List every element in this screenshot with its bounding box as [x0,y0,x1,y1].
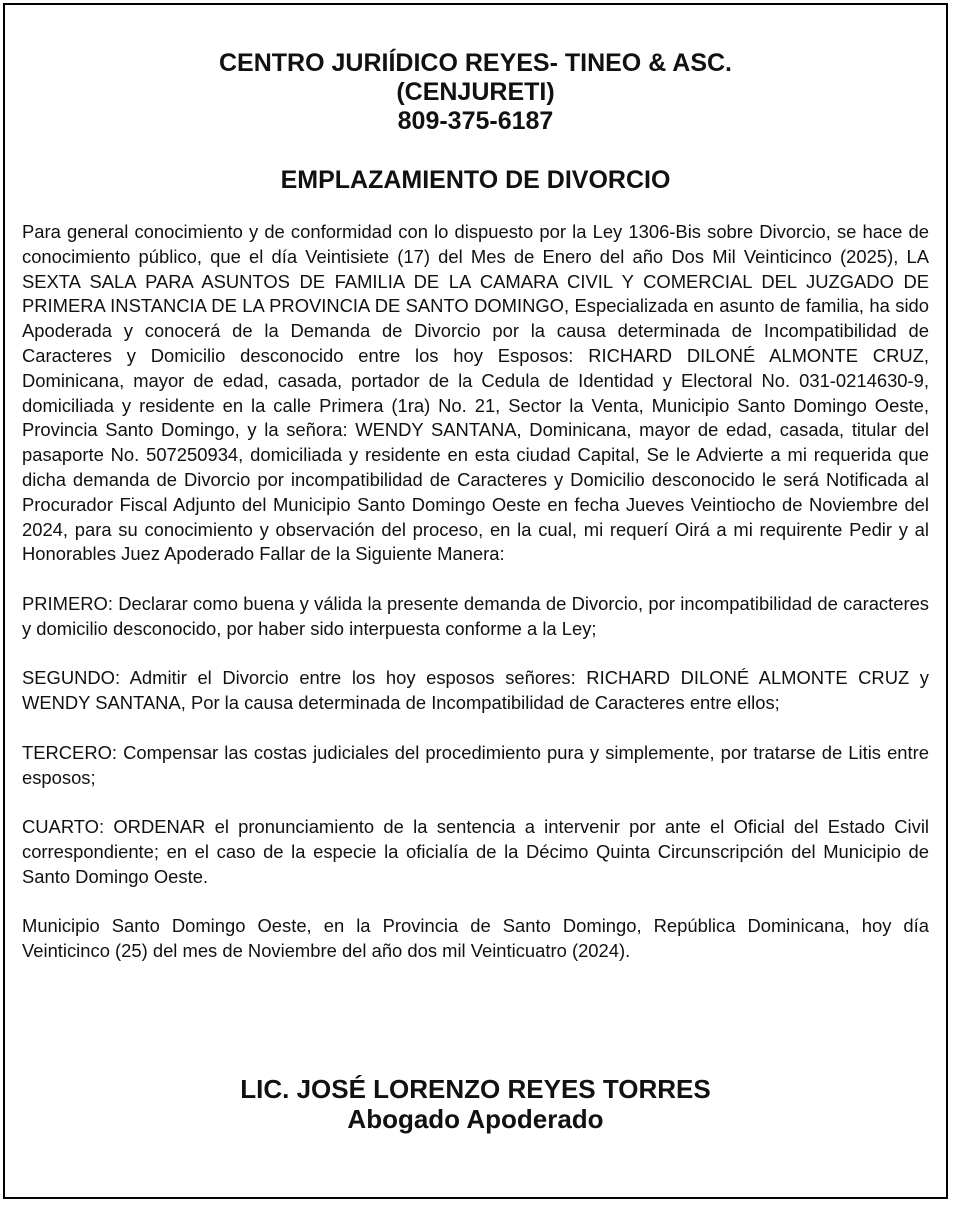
firm-phone: 809-375-6187 [397,107,554,135]
firm-name: CENTRO JURIÍDICO REYES- TINEO & ASC. [218,49,732,77]
notice-frame [3,3,948,1199]
cuarto-paragraph: CUARTO: ORDENAR el pronunciamiento de la sentencia a intervenir por ante el Oficial del Estado Civil correspondiente; en el caso de la especie la oficialía de la Décimo Quinta Circunscripción del Municipio de Santo Domingo Oeste. [22,816,929,887]
signatory-role: Abogado Apoderado [347,1104,604,1134]
segundo-paragraph: SEGUNDO: Admitir el Divorcio entre los hoy esposos señores: RICHARD DILONÉ ALMONTE CRUZ y WENDY SANTANA, Por la causa determinada de Incompatibilidad de Caracteres entre ellos; [22,667,929,714]
notice-title: EMPLAZAMIENTO DE DIVORCIO [280,166,671,194]
closing-paragraph: Municipio Santo Domingo Oeste, en la Provincia de Santo Domingo, República Dominicana, hoy día Veinticinco (25) del mes de Noviembre del año dos mil Veinticuatro (2024). [22,915,929,962]
intro-paragraph: Para general conocimiento y de conformidad con lo dispuesto por la Ley 1306-Bis sobre Divorcio, se hace de conocimiento público, que el día Veintisiete (17) del Mes de Enero del año Dos Mil Veinticinco (2025), LA SEXTA SALA PARA ASUNTOS DE FAMILIA DE LA CAMARA CIVIL Y COMERCIAL DEL JUZGADO DE PRIMERA INSTANCIA DE LA PROVINCIA DE SANTO DOMINGO, Especializada en asunto de familia, ha sido Apoderada y conocerá de la Demanda de Divorcio por la causa determinada de Incompatibilidad de Caracteres y Domicilio desconocido entre los hoy Esposos: RICHARD DILONÉ ALMONTE CRUZ, Dominicana, mayor de edad, casada, portador de la Cedula de Identidad y Electoral No. 031-0214630-9, domiciliada y residente en la calle Primera (1ra) No. 21, Sector la Venta, Municipio Santo Domingo Oeste, Provincia Santo Domingo, y la señora: WENDY SANTANA, Dominicana, mayor de edad, casada, titular del pasaporte No. 507250934, domiciliada y residente en esta ciudad Capital, Se le Advierte a mi requerida que dicha demanda de Divorcio por incompatibilidad de Caracteres y Domicilio desconocido le será Notificada al Procurador Fiscal Adjunto del Municipio Santo Domingo Oeste en fecha Jueves Veintiocho de Noviembre del 2024, para su conocimiento y observación del proceso, en la cual, mi requerí Oirá a mi requirente Pedir y al Honorables Juez Apoderado Fallar de la Siguiente Manera: [22,221,929,565]
signature-block [5,1074,946,1134]
firm-acronym: (CENJURETI) [396,78,555,106]
signatory-name: LIC. JOSÉ LORENZO REYES TORRES [240,1074,711,1104]
primero-paragraph: PRIMERO: Declarar como buena y válida la presente demanda de Divorcio, por incompatibilidad de caracteres y domicilio desconocido, por haber sido interpuesta conforme a la Ley; [22,592,929,639]
firm-header [5,49,946,136]
tercero-paragraph: TERCERO: Compensar las costas judiciales del procedimiento pura y simplemente, por tratarse de Litis entre esposos; [22,741,929,788]
notice-body [22,220,929,989]
